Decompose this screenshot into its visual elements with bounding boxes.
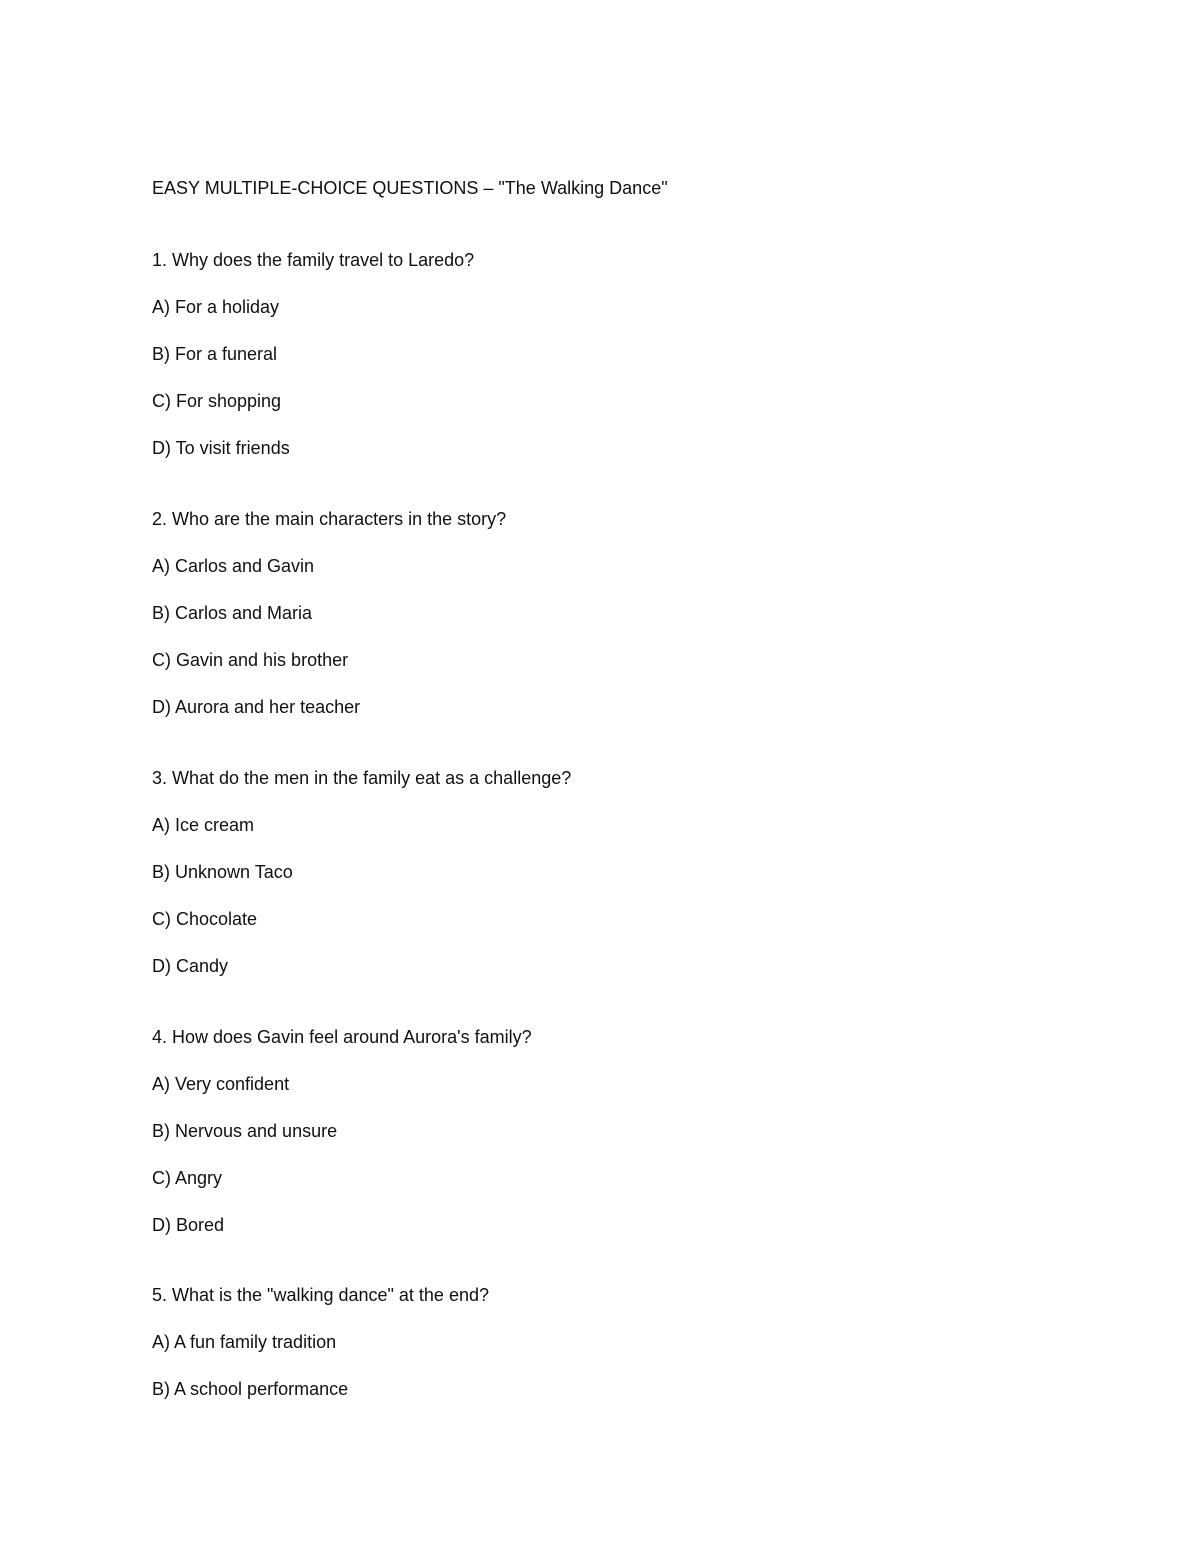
question-4-option-c: C) Angry: [152, 1168, 223, 1188]
question-3-prompt: 3. What do the men in the family eat as a challenge?: [152, 768, 572, 788]
question-1-option-b: B) For a funeral: [152, 344, 278, 364]
question-4-option-b: B) Nervous and unsure: [152, 1121, 338, 1141]
question-1-prompt: 1. Why does the family travel to Laredo?: [152, 250, 475, 270]
question-5-option-b: B) A school performance: [152, 1379, 349, 1399]
question-2-prompt: 2. Who are the main characters in the story?: [152, 509, 507, 529]
document-title: EASY MULTIPLE-CHOICE QUESTIONS – "The Walking Dance": [152, 178, 668, 198]
question-2-option-c: C) Gavin and his brother: [152, 650, 349, 670]
question-1-option-d: D) To visit friends: [152, 438, 290, 458]
question-3-option-a: A) Ice cream: [152, 815, 255, 835]
question-1-option-a: A) For a holiday: [152, 297, 280, 317]
question-4-option-d: D) Bored: [152, 1215, 225, 1235]
question-2-option-b: B) Carlos and Maria: [152, 603, 313, 623]
question-1-option-c: C) For shopping: [152, 391, 282, 411]
question-2-option-d: D) Aurora and her teacher: [152, 697, 361, 717]
question-5-option-a: A) A fun family tradition: [152, 1332, 337, 1352]
question-3-option-d: D) Candy: [152, 956, 229, 976]
question-4-prompt: 4. How does Gavin feel around Aurora's family?: [152, 1027, 532, 1047]
question-4-option-a: A) Very confident: [152, 1074, 290, 1094]
question-2-option-a: A) Carlos and Gavin: [152, 556, 315, 576]
question-3-option-b: B) Unknown Taco: [152, 862, 293, 882]
question-3-option-c: C) Chocolate: [152, 909, 258, 929]
question-5-prompt: 5. What is the "walking dance" at the end?: [152, 1285, 489, 1305]
